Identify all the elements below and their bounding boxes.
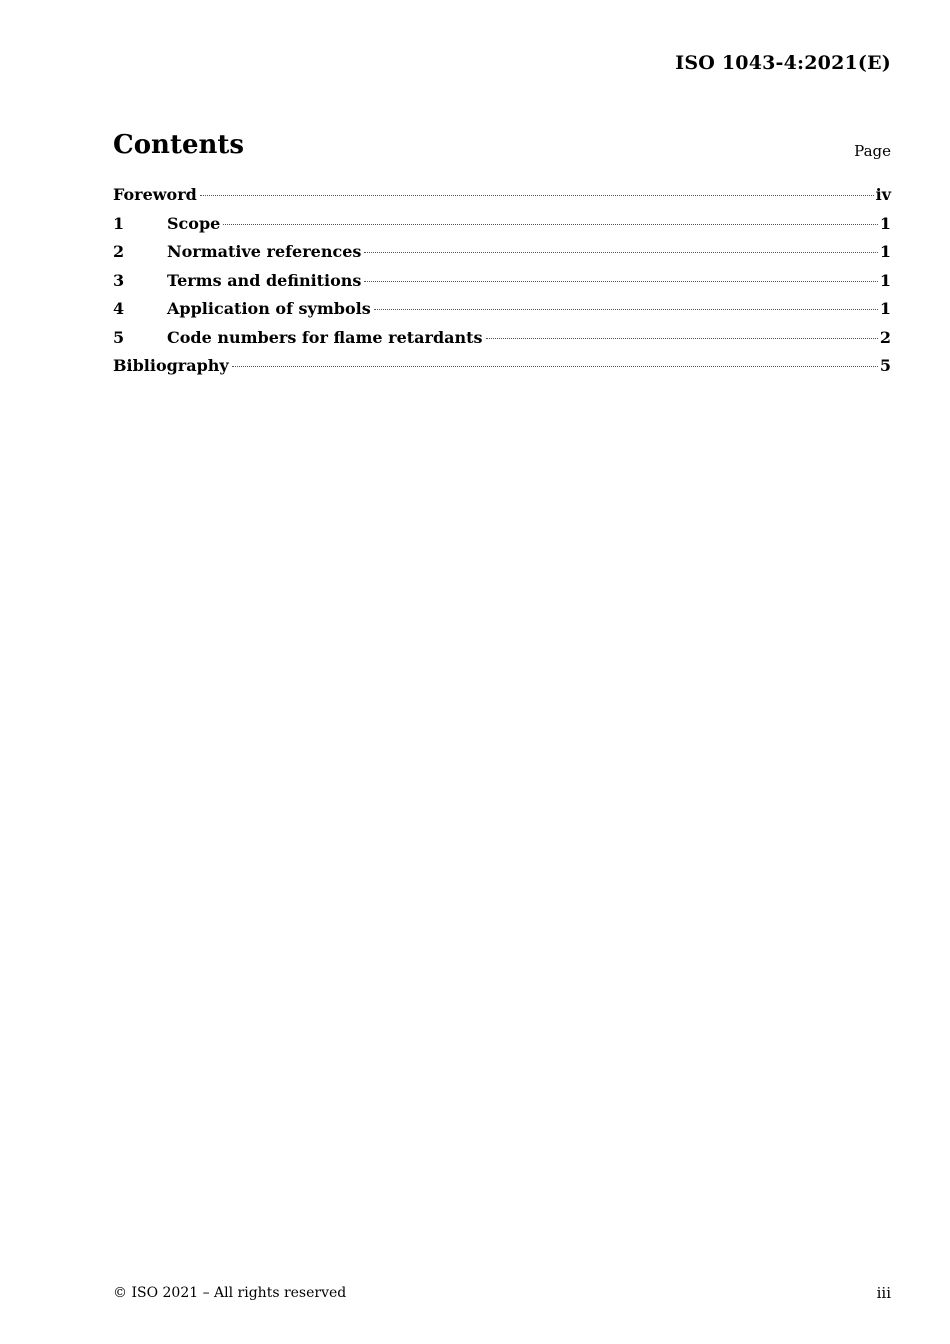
page-column-label: Page [854,142,891,160]
toc-entry-page: 1 [879,242,891,261]
contents-heading: Contents [113,130,245,160]
toc-entry-page: 1 [879,213,891,233]
toc-entry-title: Application of symbols [167,299,371,318]
toc-dot-leader [364,281,877,282]
toc-entry-title: Bibliography [113,356,229,375]
toc-entry-number: 1 [113,213,125,233]
toc-entry-foreword[interactable] [113,185,891,214]
toc-dot-leader [223,224,878,225]
toc-dot-leader [232,366,878,367]
toc-entry-scope[interactable] [113,214,891,243]
toc-dot-leader [486,338,878,339]
footer-copyright: © ISO 2021 – All rights reserved [113,1285,347,1301]
toc-dot-leader [200,195,874,196]
toc-entry-page: 2 [879,327,891,347]
toc-entry-page: 5 [879,356,891,375]
toc-entry-title: Normative references [167,242,362,261]
toc-entry-application-of-symbols[interactable] [113,299,891,328]
toc-entry-bibliography[interactable] [113,356,891,385]
toc-entry-number: 5 [113,327,125,347]
toc-dot-leader [374,309,878,310]
toc-entry-page: 1 [879,299,891,318]
toc-entry-number: 2 [113,242,125,261]
toc-entry-code-numbers[interactable] [113,328,891,357]
toc-entry-title: Terms and definitions [167,270,362,290]
toc-entry-page: 1 [879,270,891,290]
toc-entry-title: Foreword [113,185,197,204]
toc-entry-title: Scope [167,213,221,233]
toc-entry-normative-references[interactable] [113,242,891,271]
document-identifier: ISO 1043-4:2021(E) [675,52,891,74]
toc-entry-page: iv [875,185,891,204]
toc-entry-terms-and-definitions[interactable] [113,271,891,300]
toc-entry-title: Code numbers for flame retardants [167,327,483,347]
footer-page-number: iii [876,1284,891,1302]
toc-entry-number: 3 [113,270,125,290]
toc-entry-number: 4 [113,299,125,318]
table-of-contents [113,185,891,385]
toc-dot-leader [364,252,877,253]
